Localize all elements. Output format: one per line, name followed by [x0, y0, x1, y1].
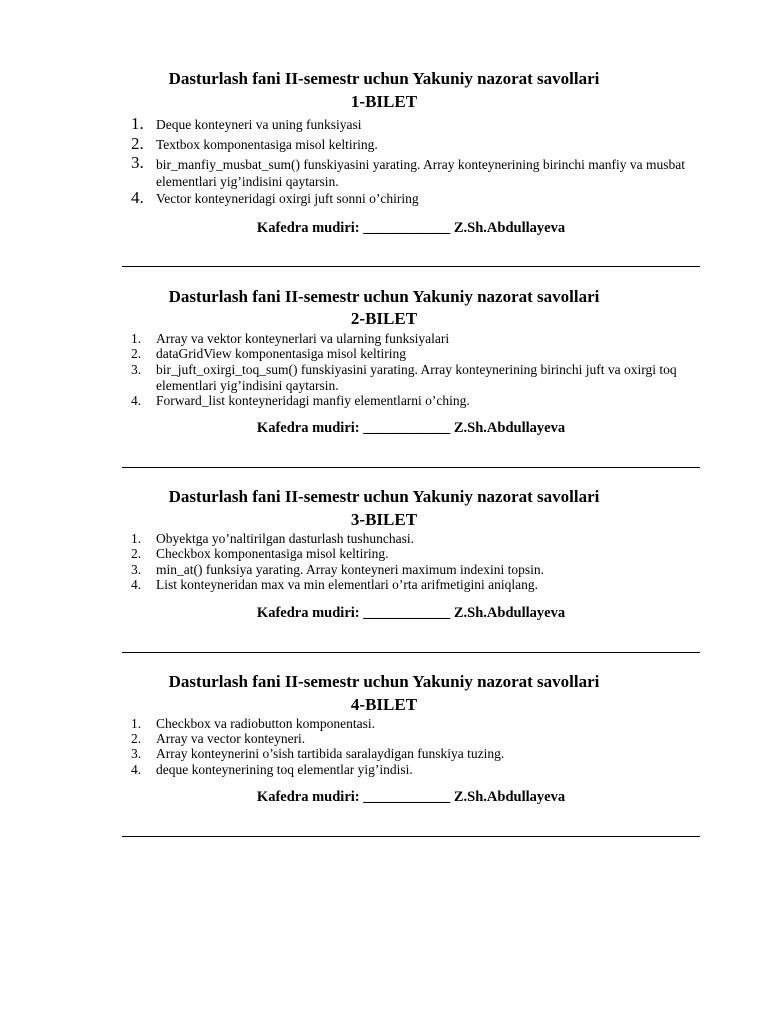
list-item — [131, 362, 721, 393]
list-item — [131, 188, 711, 207]
separator-rule — [122, 652, 700, 653]
item-text: Checkbox komponentasiga misol keltiring. — [156, 546, 389, 561]
bilet-title: Dasturlash fani II-semestr uchun Yakuniy nazorat savollari — [168, 487, 600, 506]
list-item — [131, 746, 711, 762]
item-number: 4. — [131, 188, 144, 207]
list-item — [131, 562, 711, 578]
item-text: List konteyneridan max va min elementlari o’rta arifmetigini aniqlang. — [156, 577, 539, 592]
item-number: 3. — [131, 562, 142, 577]
item-text: bir_juft_oxirgi_toq_sum() funskiyasini yarating. Array konteynerining birinchi juft va oxirgi toq elementlari yig’indisini qaytarsin. — [156, 362, 677, 393]
item-text: Textbox komponentasiga misol keltiring. — [156, 137, 378, 152]
item-text: dataGridView komponentasiga misol keltiring — [156, 346, 407, 361]
signature-line: Kafedra mudiri: ____________ Z.Sh.Abdullayeva — [256, 605, 566, 621]
list-item — [131, 577, 711, 593]
bilet-number: 2-BILET — [350, 309, 418, 328]
list-item — [131, 331, 711, 347]
item-text: Deque konteyneri va uning funksiyasi — [156, 117, 362, 132]
item-number: 3. — [131, 153, 144, 172]
item-number: 1. — [131, 331, 142, 346]
item-text: Array va vector konteyneri. — [156, 731, 306, 746]
bilet-number: 3-BILET — [350, 510, 418, 529]
item-text: deque konteynerining toq elementlar yig’indisi. — [156, 762, 413, 777]
item-number: 2. — [131, 346, 142, 361]
item-text: min_at() funksiya yarating. Array konteyneri maximum indexini topsin. — [156, 562, 545, 577]
list-item — [131, 393, 711, 409]
list-item — [131, 546, 711, 562]
item-number: 3. — [131, 362, 142, 377]
item-text: Obyektga yo’naltirilgan dasturlash tushunchasi. — [156, 531, 414, 546]
item-number: 1. — [131, 716, 142, 731]
item-number: 4. — [131, 762, 142, 777]
item-number: 4. — [131, 577, 142, 592]
bilet-title: Dasturlash fani II-semestr uchun Yakuniy nazorat savollari — [168, 672, 600, 691]
list-item — [131, 346, 711, 362]
item-text: Array konteynerini o’sish tartibida saralaydigan funskiya tuzing. — [156, 746, 505, 761]
list-item — [131, 114, 711, 133]
bilet-number: 4-BILET — [350, 695, 418, 714]
signature-line: Kafedra mudiri: ____________ Z.Sh.Abdullayeva — [256, 420, 566, 436]
list-item — [131, 134, 711, 153]
item-text: Vector konteyneridagi oxirgi juft sonni o’chiring — [156, 191, 419, 206]
item-text: bir_manfiy_musbat_sum() funskiyasini yarating. Array konteynerining birinchi manfiy va musbat elementlari yig’indisini qaytarsin. — [156, 157, 686, 189]
signature-line: Kafedra mudiri: ____________ Z.Sh.Abdullayeva — [256, 220, 566, 236]
bilet-number: 1-BILET — [350, 92, 418, 111]
item-number: 1. — [131, 114, 144, 133]
bilet-title: Dasturlash fani II-semestr uchun Yakuniy nazorat savollari — [168, 69, 600, 88]
signature-line: Kafedra mudiri: ____________ Z.Sh.Abdullayeva — [256, 789, 566, 805]
item-text: Checkbox va radiobutton komponentasi. — [156, 716, 375, 731]
separator-rule — [122, 266, 700, 267]
item-number: 2. — [131, 731, 142, 746]
separator-rule — [122, 836, 700, 837]
item-number: 3. — [131, 746, 142, 761]
item-text: Array va vektor konteynerlari va ularning funksiyalari — [156, 331, 450, 346]
list-item — [131, 731, 711, 747]
list-item — [131, 153, 711, 190]
list-item — [131, 531, 711, 547]
item-number: 4. — [131, 393, 142, 408]
item-number: 1. — [131, 531, 142, 546]
item-number: 2. — [131, 134, 144, 153]
bilet-title: Dasturlash fani II-semestr uchun Yakuniy nazorat savollari — [168, 287, 600, 306]
separator-rule — [122, 467, 700, 468]
list-item — [131, 762, 711, 778]
list-item — [131, 716, 711, 732]
item-text: Forward_list konteyneridagi manfiy elementlarni o’ching. — [156, 393, 470, 408]
item-number: 2. — [131, 546, 142, 561]
